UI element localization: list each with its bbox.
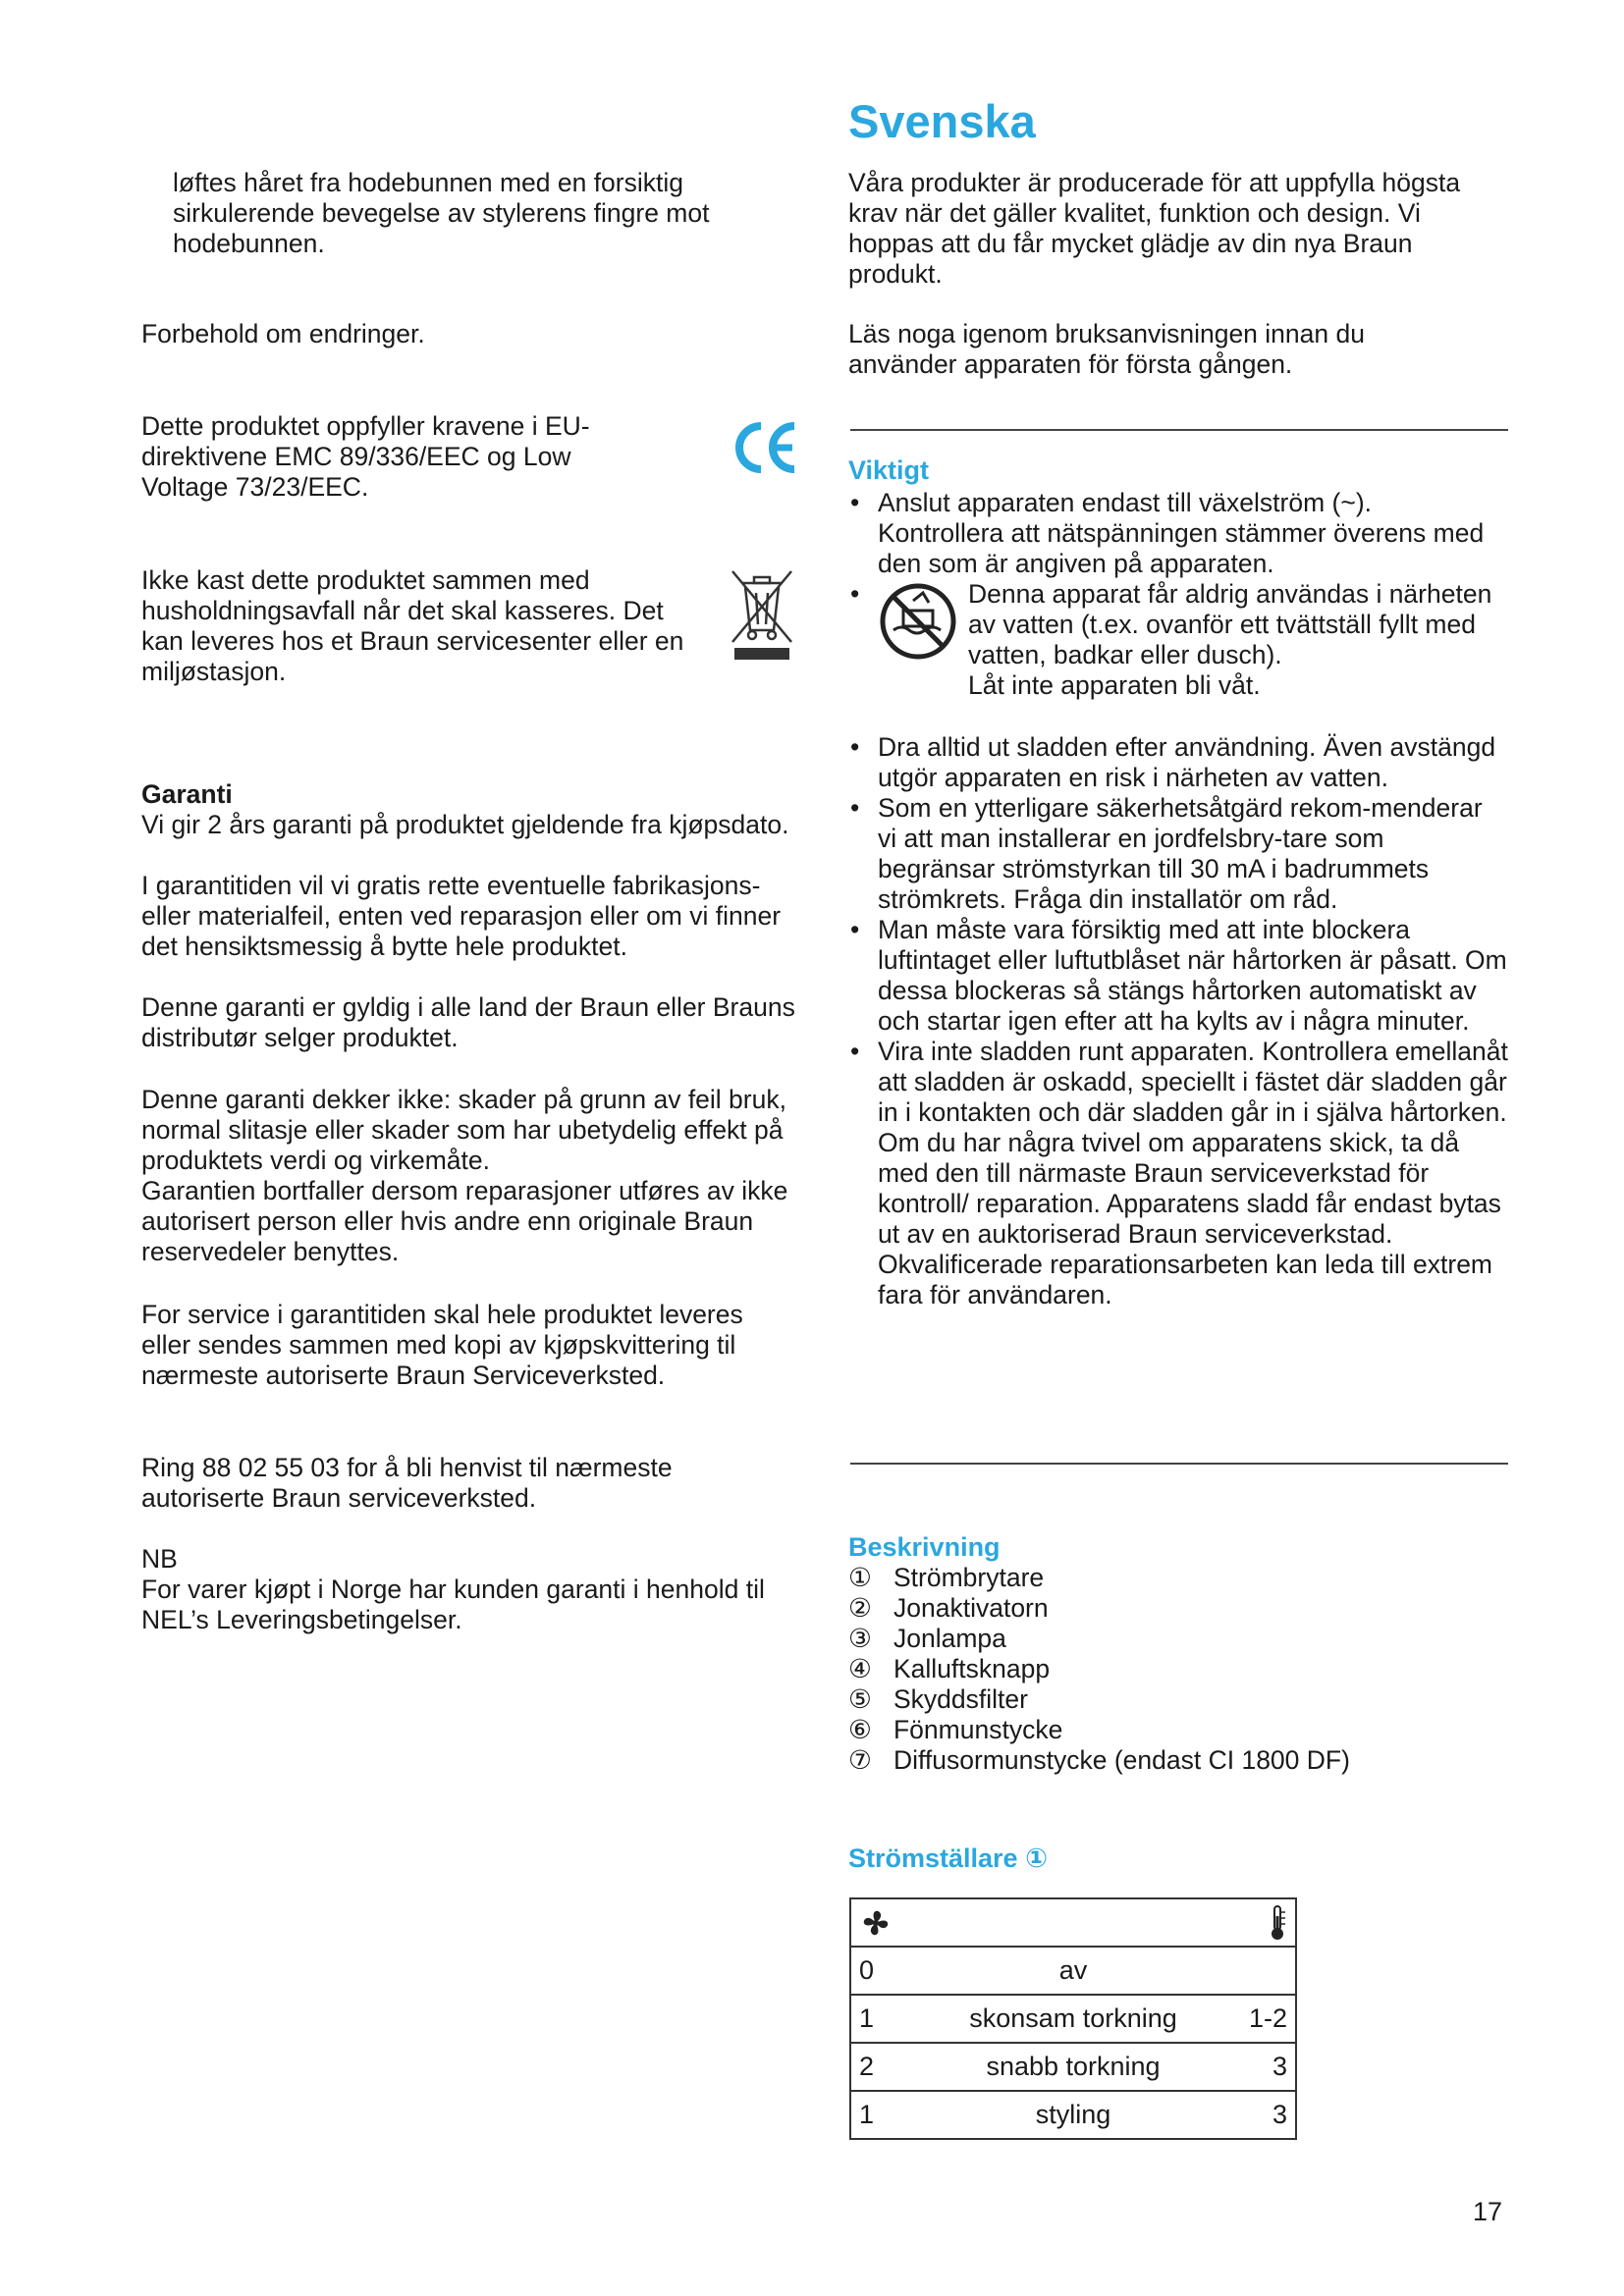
switch-settings-table xyxy=(849,1897,1297,2140)
table-row: 0 av xyxy=(850,1947,1296,1995)
reservation-note: Forbehold om endringer. xyxy=(141,319,425,348)
bullet-2-text: Denna apparat får aldrig användas i närheten av vatten (t.ex. ovanför ett tvättställ fyllt med vatten, badkar eller dusch). xyxy=(968,579,1492,669)
table-row: 1 styling 3 xyxy=(850,2091,1296,2139)
intro-paragraph: løftes håret fra hodebunnen med en forsiktig sirkulerende bevegelse av stylerens fingre mot hodebunnen. xyxy=(173,168,710,258)
part-item: ⑦ Diffusormunstycke (endast CI 1800 DF) xyxy=(848,1745,1350,1775)
warranty-p5: Garantien bortfaller dersom reparasjoner utføres av ikke autorisert person eller hvis andre enn originale Braun reservedeler benyttes. xyxy=(141,1176,788,1266)
part-item: ⑥ Fönmunstycke xyxy=(848,1715,1063,1744)
ce-mark-icon xyxy=(731,420,798,475)
weee-disposal-text: Ikke kast dette produktet sammen med husholdningsavfall når det skal kasseres. Det kan leveres hos et Braun servicesenter eller en miljøstasjon. xyxy=(141,565,684,686)
warranty-p6: For service i garantitiden skal hele produktet leveres eller sendes sammen med kopi av kjøpskvittering til nærmeste autoriserte Braun Serviceverksted. xyxy=(141,1300,743,1390)
thermometer-icon-cell xyxy=(1220,1898,1296,1947)
important-item xyxy=(848,488,1516,579)
warranty-p1: Vi gir 2 års garanti på produktet gjeldende fra kjøpsdato. xyxy=(141,810,789,839)
part-item: ③ Jonlampa xyxy=(848,1624,1006,1653)
no-water-icon xyxy=(878,581,958,662)
bullet-1-line1: Anslut apparaten endast till växelström (~). xyxy=(878,488,1373,517)
warranty-p2: I garantitiden vil vi gratis rette eventuelle fabrikasjons- eller materialfeil, enten ved reparasjon eller om vi finner det hensiktsmessig å bytte hele produktet. xyxy=(141,871,782,961)
section-divider xyxy=(850,1463,1508,1465)
fan-icon xyxy=(859,1906,893,1940)
page-number: 17 xyxy=(1473,2197,1503,2226)
ce-compliance-text: Dette produktet oppfyller kravene i EU-direktivene EMC 89/336/EEC og Low Voltage 73/23/EEC. xyxy=(141,411,590,502)
important-item: • Vira inte sladden runt apparaten. Kontrollera emellanåt att sladden är oskadd, speciellt i fästet där sladden går in i kontakten och där sladden går in i själva hårtorken. Om du har några tvivel om apparatens skick, ta då med den till närmaste Braun serviceverkstad för kontroll/ reparation. Apparatens sladd får endast bytas ut av en auktoriserad Braun serviceverkstad. Okvalificerade reparationsarbeten kan leda till extrem fara för användaren. xyxy=(848,1037,1516,1310)
warranty-heading: Garanti xyxy=(141,779,233,809)
language-heading: Svenska xyxy=(848,95,1036,147)
thermometer-icon xyxy=(1268,1904,1287,1942)
swedish-intro: Våra produkter är producerade för att uppfylla högsta krav när det gäller kvalitet, funktion och design. Vi hoppas att du får mycket glädje av din nya Braun produkt. xyxy=(848,168,1461,289)
bullet-2-sub: Låt inte apparaten bli våt. xyxy=(968,670,1261,700)
nb-label: NB xyxy=(141,1544,178,1574)
table-header-row xyxy=(850,1898,1296,1947)
important-item: • Som en ytterligare säkerhetsåtgärd rekom-menderar vi att man installerar en jordfelsbry-tare som begränsar strömstyrkan till 30 mA i badrummets strömkrets. Fråga din installatör om råd. xyxy=(848,793,1487,915)
warranty-p4: Denne garanti dekker ikke: skader på grunn av feil bruk, normal slitasje eller skader som har ubetydelig effekt på produktets verdi og virkemåte. xyxy=(141,1085,786,1175)
part-item: ① Strömbrytare xyxy=(848,1563,1045,1592)
description-heading: Beskrivning xyxy=(848,1532,1001,1562)
nb-text: For varer kjøpt i Norge har kunden garanti i henhold til NEL’s Leveringsbetingelser. xyxy=(141,1575,765,1634)
part-item: ④ Kalluftsknapp xyxy=(848,1654,1051,1683)
table-row: 2 snabb torkning 3 xyxy=(850,2043,1296,2091)
read-manual-notice: Läs noga igenom bruksanvisningen innan du använder apparaten för första gången. xyxy=(848,319,1365,379)
fan-icon-cell xyxy=(850,1898,926,1947)
weee-bin-icon xyxy=(729,569,795,664)
table-row: 1 skonsam torkning 1-2 xyxy=(850,1995,1296,2043)
warranty-p7: Ring 88 02 55 03 for å bli henvist til nærmeste autoriserte Braun serviceverksted. xyxy=(141,1453,673,1513)
switch-heading: Strömställare ① xyxy=(848,1843,1048,1873)
part-item: ② Jonaktivatorn xyxy=(848,1593,1049,1623)
section-divider xyxy=(850,429,1508,431)
part-item: ⑤ Skyddsfilter xyxy=(848,1684,1028,1714)
important-list xyxy=(848,488,1516,1310)
important-item xyxy=(848,579,1516,732)
bullet-1-line2: Kontrollera att nätspänningen stämmer överens med den som är angiven på apparaten. xyxy=(878,518,1485,578)
important-heading: Viktigt xyxy=(848,455,930,485)
parts-list xyxy=(848,1563,1516,1776)
warranty-p3: Denne garanti er gyldig i alle land der Braun eller Brauns distributør selger produktet. xyxy=(141,992,795,1052)
important-item: • Dra alltid ut sladden efter användning. Även avstängd utgör apparaten en risk i närheten av vatten. xyxy=(848,732,1516,793)
important-item: • Man måste vara försiktig med att inte blockera luftintaget eller luftutblåset när hårtorken är påsatt. Om dessa blockeras så stängs hårtorken automatiskt av och startar igen efter att ha kylts av i några minuter. xyxy=(848,915,1516,1037)
